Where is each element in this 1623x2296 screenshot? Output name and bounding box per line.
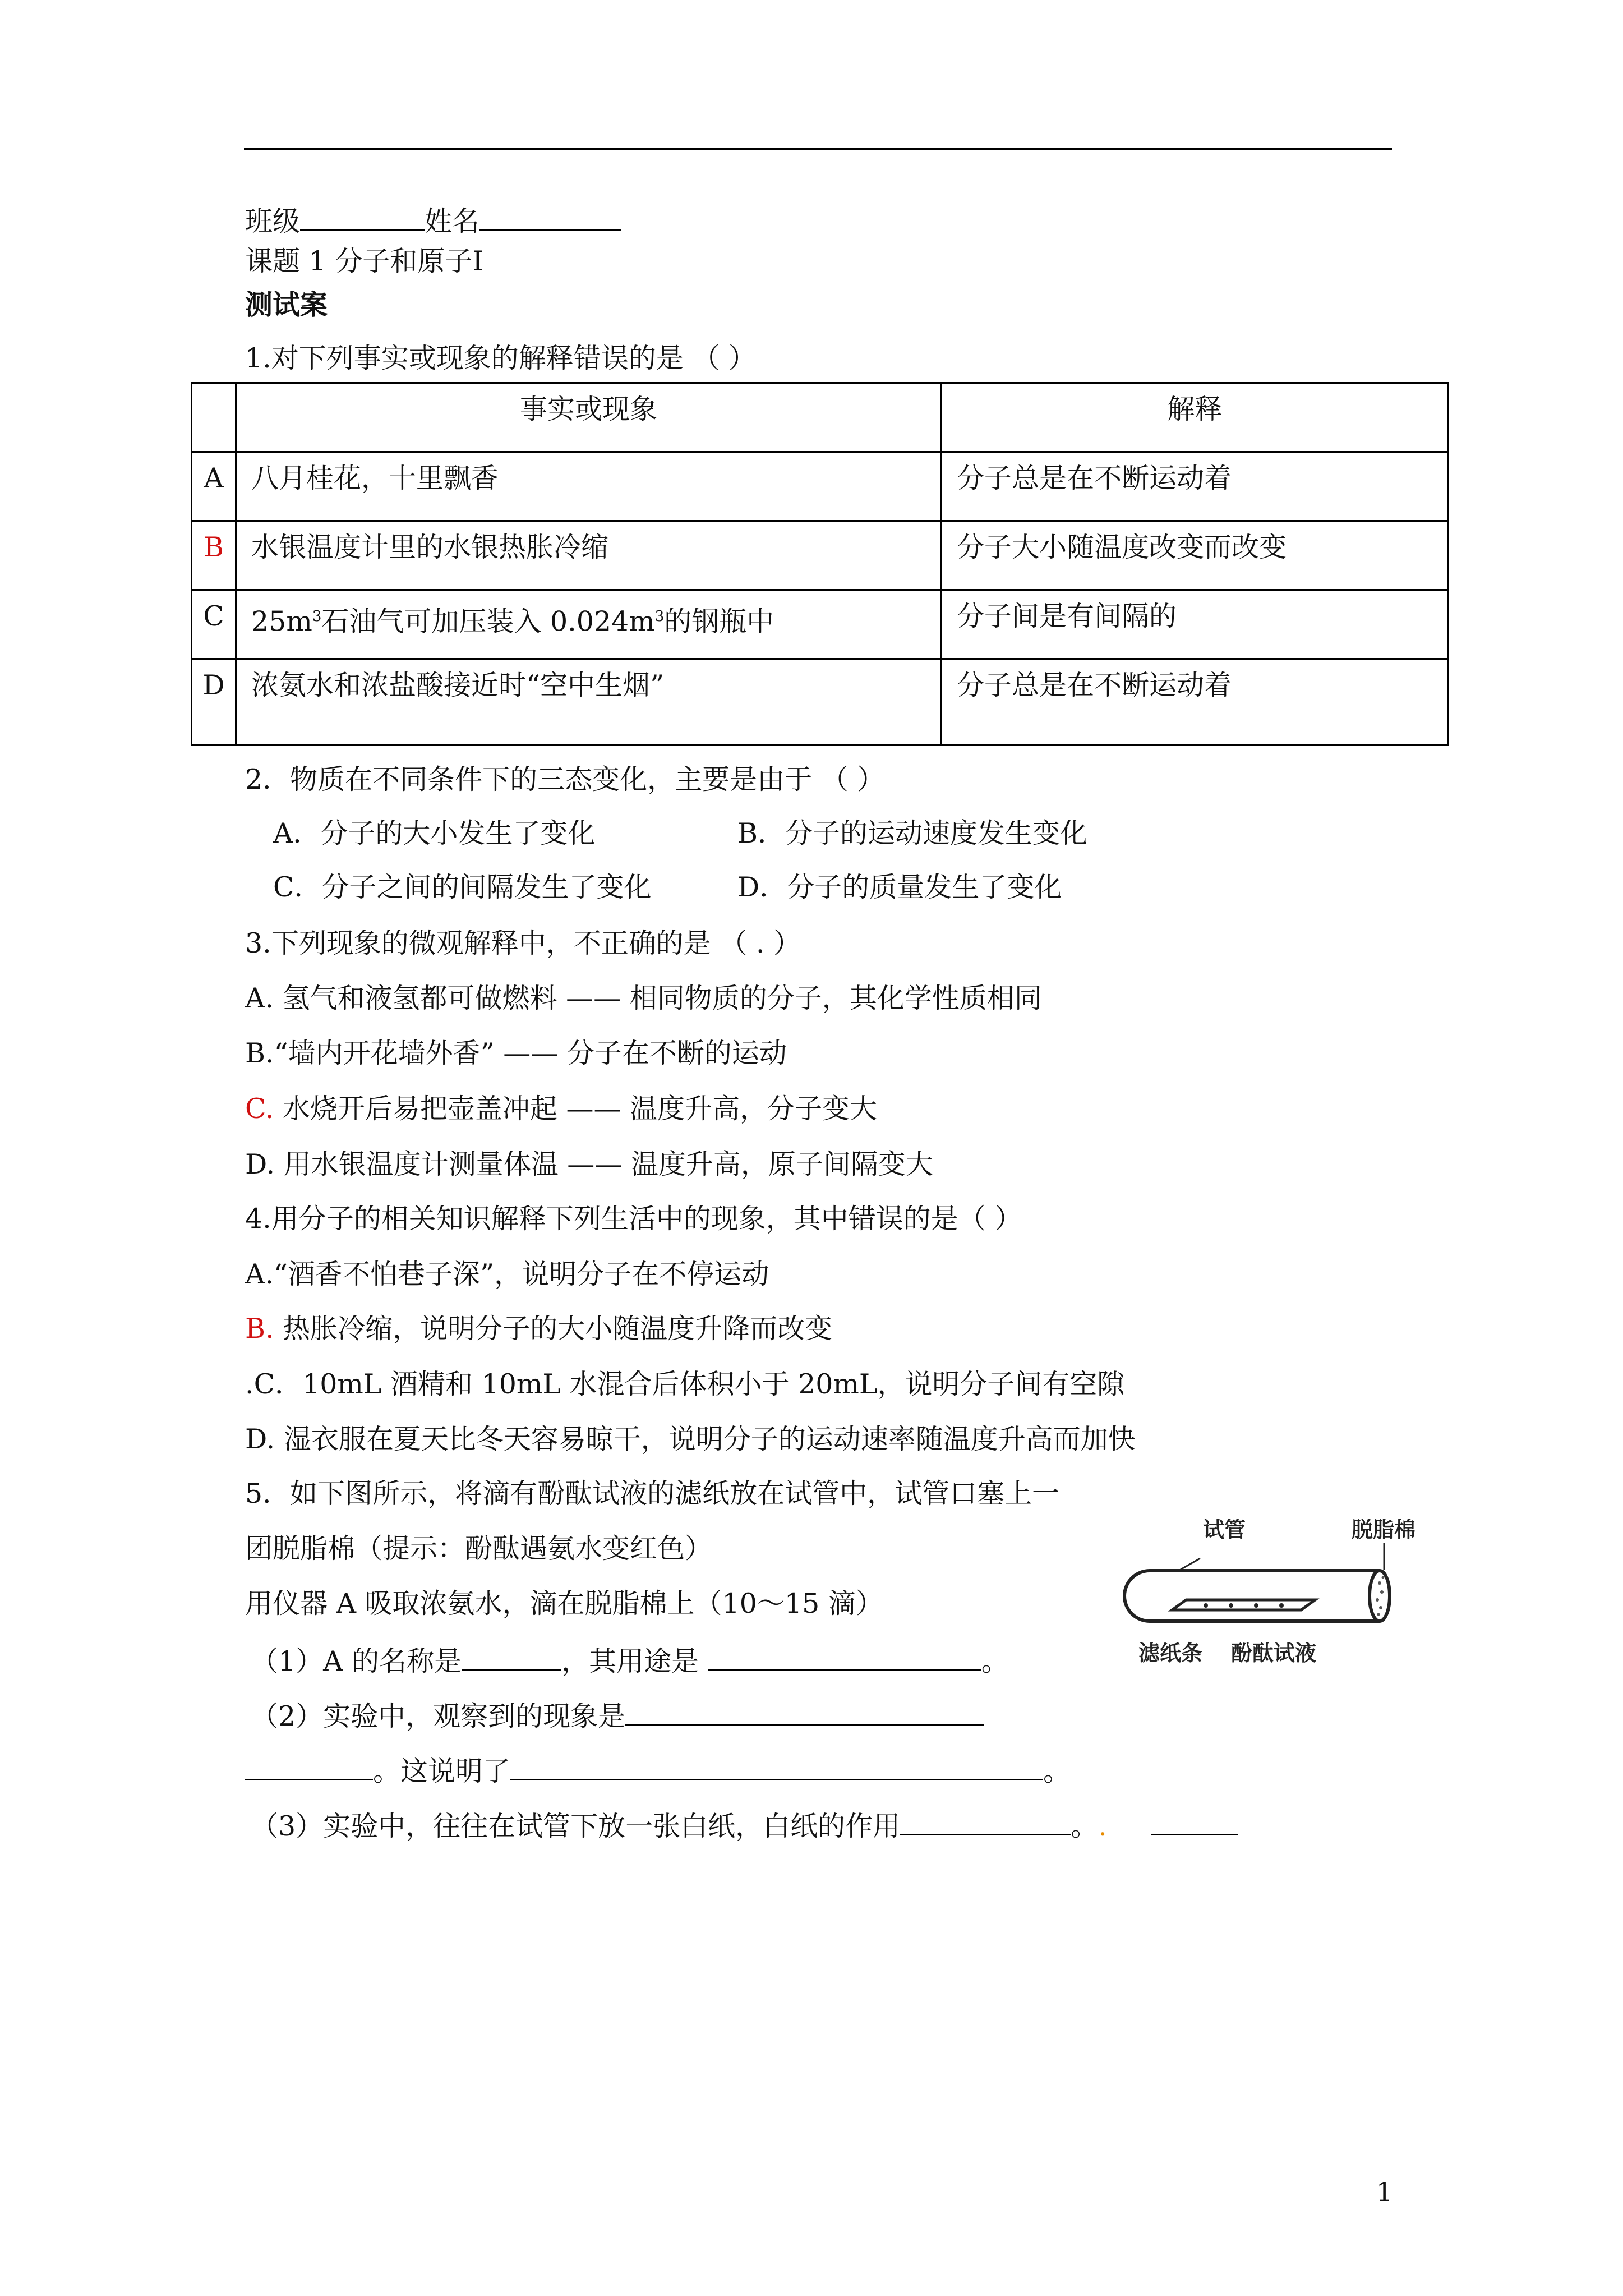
filter-strip	[1172, 1600, 1315, 1610]
row-explanation: 分子间是有间隔的	[942, 590, 1449, 659]
q1-table	[191, 382, 1449, 746]
answer-blank[interactable]	[462, 1641, 561, 1671]
cotton-plug	[1376, 1576, 1385, 1616]
q2-stem: 2．物质在不同条件下的三态变化，主要是由于 （ ）	[245, 763, 885, 795]
q5-part2: （2）实验中，观察到的现象是	[251, 1696, 984, 1734]
label-phenol: 酚酞试液	[1231, 1642, 1317, 1665]
q5-line2: 团脱脂棉（提示：酚酞遇氨水变红色）	[245, 1533, 713, 1565]
name-blank[interactable]	[479, 201, 621, 231]
row-letter: B	[192, 521, 236, 590]
label-tube: 试管	[1203, 1519, 1246, 1542]
q4-option-d[interactable]: D. 湿衣服在夏天比冬天容易晾干，说明分子的运动速率随温度升高而加快	[245, 1423, 1136, 1455]
q4-option-a[interactable]: A.“酒香不怕巷子深”，说明分子在不停运动	[245, 1258, 769, 1290]
q5-line3: 用仪器 A 吸取浓氨水，滴在脱脂棉上（10～15 滴）	[245, 1588, 883, 1619]
q2-option-b[interactable]: B．分子的运动速度发生变化	[737, 817, 1088, 849]
row-letter: A	[192, 452, 236, 521]
q2-option-a[interactable]: A．分子的大小发生了变化	[273, 817, 596, 849]
q3-option-b[interactable]: B.“墙内开花墙外香” —— 分子在不断的运动	[245, 1037, 787, 1069]
q3-option-c[interactable]: C. 水烧开后易把壶盖冲起 —— 温度升高，分子变大	[245, 1093, 878, 1125]
q5-part3: （3）实验中，往往在试管下放一张白纸，白纸的作用 。.	[251, 1806, 1238, 1844]
q4-stem: 4.用分子的相关知识解释下列生活中的现象，其中错误的是（ ）	[245, 1203, 1022, 1235]
q5-part1: （1）A 的名称是 ，其用途是 。	[251, 1641, 1009, 1680]
table-header-row	[192, 383, 1449, 452]
tube-bottom-end	[1124, 1571, 1150, 1621]
test-tube-figure	[1116, 1509, 1430, 1677]
q2-option-c[interactable]: C．分子之间的间隔发生了变化	[273, 871, 652, 903]
row-explanation: 分子总是在不断运动着	[942, 659, 1449, 745]
label-cotton: 脱脂棉	[1352, 1519, 1416, 1542]
table-row	[192, 659, 1449, 745]
q2-option-d[interactable]: D．分子的质量发生了变化	[737, 871, 1062, 903]
q5-line1: 5．如下图所示，将滴有酚酞试液的滤纸放在试管中，试管口塞上一	[245, 1478, 1060, 1510]
tube-leader	[1181, 1558, 1200, 1570]
header-phenomenon: 事实或现象	[236, 383, 942, 452]
answer-blank[interactable]	[245, 1751, 373, 1780]
lesson-title: 课题 1 分子和原子Ⅰ	[245, 245, 483, 277]
q4-option-b[interactable]: B. 热胀冷缩，说明分子的大小随温度升降而改变	[245, 1313, 833, 1345]
row-explanation: 分子大小随温度改变而改变	[942, 521, 1449, 590]
row-phenomenon: $25m^3$石油气可加压装入 $0.024m^3$的钢瓶中	[236, 590, 942, 659]
row-letter: D	[192, 659, 236, 745]
row-explanation: 分子总是在不断运动着	[942, 452, 1449, 521]
name-label: 姓名	[425, 205, 480, 237]
phenolphthalein-dots	[1204, 1603, 1284, 1608]
q5-part2-cont: 。这说明了 。	[245, 1751, 1071, 1789]
table-row	[192, 590, 1449, 659]
answer-blank[interactable]	[708, 1641, 981, 1671]
section-title: 测试案	[245, 288, 328, 321]
row-phenomenon: 浓氨水和浓盐酸接近时“空中生烟”	[236, 659, 942, 745]
row-phenomenon: 水银温度计里的水银热胀冷缩	[236, 521, 942, 590]
q3-stem: 3.下列现象的微观解释中，不正确的是 （ . ）	[245, 927, 801, 959]
q3-option-a[interactable]: A. 氢气和液氢都可做燃料 —— 相同物质的分子，其化学性质相同	[245, 982, 1042, 1014]
q4-option-c[interactable]: .C．10mL 酒精和 10mL 水混合后体积小于 20mL，说明分子间有空隙	[245, 1368, 1125, 1400]
answer-blank[interactable]	[510, 1751, 1043, 1780]
q3-option-d[interactable]: D. 用水银温度计测量体温 —— 温度升高，原子间隔变大	[245, 1148, 933, 1180]
label-filter: 滤纸条	[1138, 1642, 1203, 1665]
page-number: 1	[1376, 2177, 1393, 2207]
header-explanation: 解释	[942, 383, 1449, 452]
header-rule	[244, 148, 1392, 150]
table-row	[192, 452, 1449, 521]
answer-blank[interactable]	[1151, 1806, 1238, 1835]
row-letter: C	[192, 590, 236, 659]
q1-stem: 1.对下列事实或现象的解释错误的是 （ ）	[245, 342, 756, 374]
header-letter-cell	[192, 383, 236, 452]
table-row	[192, 521, 1449, 590]
class-label: 班级	[245, 205, 301, 237]
class-blank[interactable]	[300, 201, 425, 231]
answer-blank[interactable]	[900, 1806, 1071, 1835]
row-phenomenon: 八月桂花，十里飘香	[236, 452, 942, 521]
answer-blank[interactable]	[625, 1696, 984, 1726]
student-info-line	[245, 201, 621, 240]
